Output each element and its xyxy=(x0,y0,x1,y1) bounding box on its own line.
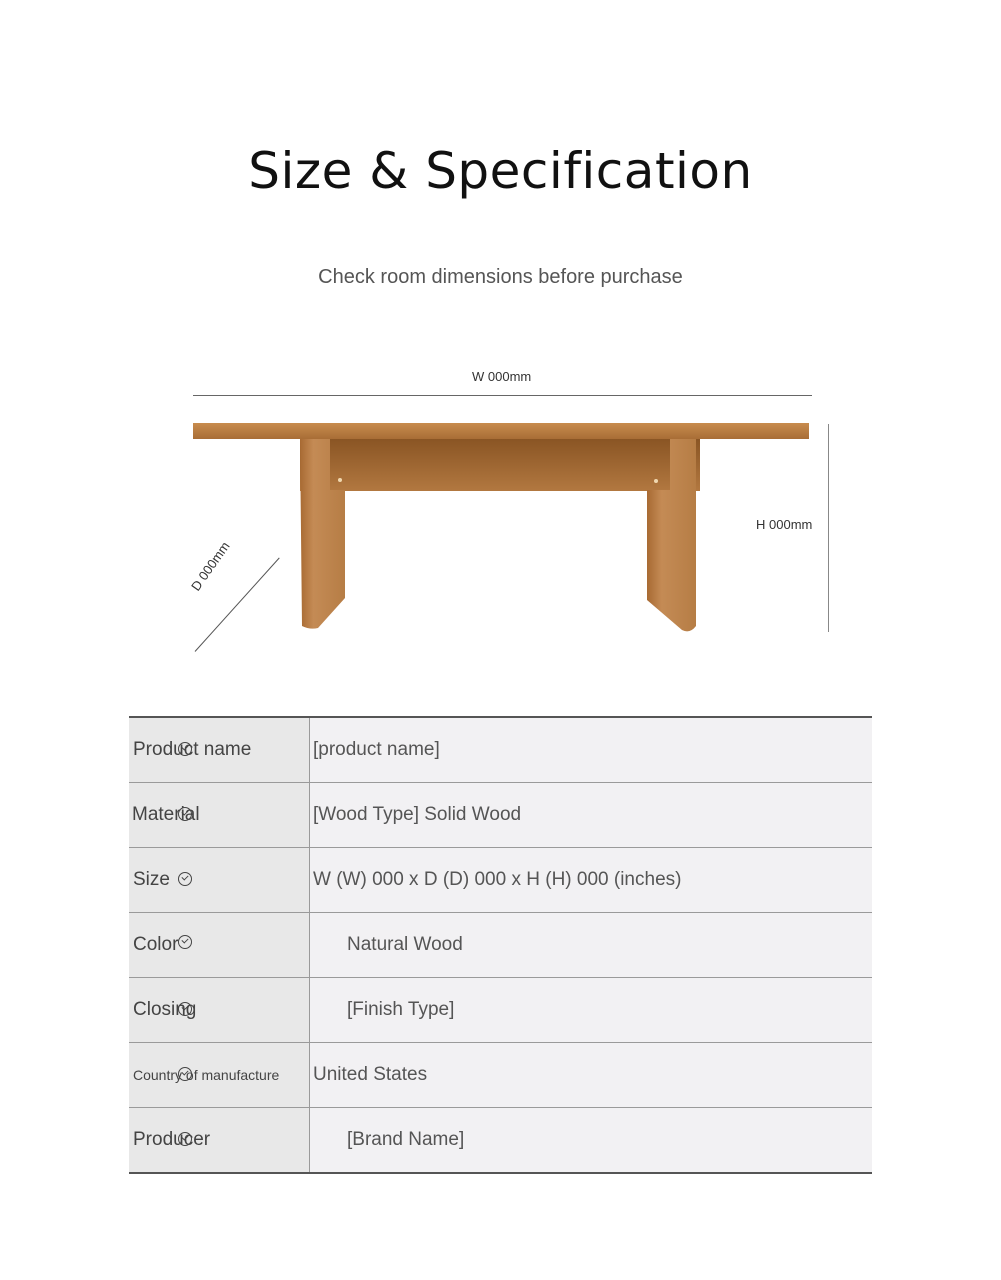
row-value: Natural Wood xyxy=(310,913,872,977)
row-label: Closing xyxy=(129,978,310,1042)
check-circle-icon xyxy=(178,1067,192,1081)
table-row xyxy=(129,848,872,913)
depth-label: D 000mm xyxy=(188,538,233,594)
check-circle-icon xyxy=(178,807,192,821)
row-label: Size xyxy=(129,848,310,912)
table-row xyxy=(129,783,872,848)
page-subtitle: Check room dimensions before purchase xyxy=(318,266,683,288)
row-label: Country of manufacture xyxy=(129,1043,310,1107)
row-label: Product name xyxy=(129,718,310,782)
check-circle-icon xyxy=(178,742,192,756)
row-value: [Brand Name] xyxy=(310,1108,872,1172)
row-value: W (W) 000 x D (D) 000 x H (H) 000 (inches) xyxy=(310,848,872,912)
row-value: [product name] xyxy=(310,718,872,782)
table-row xyxy=(129,718,872,783)
check-circle-icon xyxy=(178,1132,192,1146)
table-row xyxy=(129,1108,872,1172)
height-line xyxy=(828,424,829,632)
table-row xyxy=(129,1043,872,1108)
row-value: [Wood Type] Solid Wood xyxy=(310,783,872,847)
spec-table xyxy=(129,716,872,1174)
row-label: Producer xyxy=(129,1108,310,1172)
height-label: H 000mm xyxy=(756,517,813,532)
check-circle-icon xyxy=(178,872,192,886)
check-circle-icon xyxy=(178,1002,192,1016)
table-image xyxy=(190,418,815,638)
row-label: Color xyxy=(129,913,310,977)
page-title: Size & Specification xyxy=(248,142,753,200)
check-circle-icon xyxy=(178,935,192,949)
width-line xyxy=(193,395,812,396)
width-label: W 000mm xyxy=(472,369,532,384)
row-label: Material xyxy=(129,783,310,847)
row-value: [Finish Type] xyxy=(310,978,872,1042)
table-row xyxy=(129,913,872,978)
row-value: United States xyxy=(310,1043,872,1107)
table-row xyxy=(129,978,872,1043)
